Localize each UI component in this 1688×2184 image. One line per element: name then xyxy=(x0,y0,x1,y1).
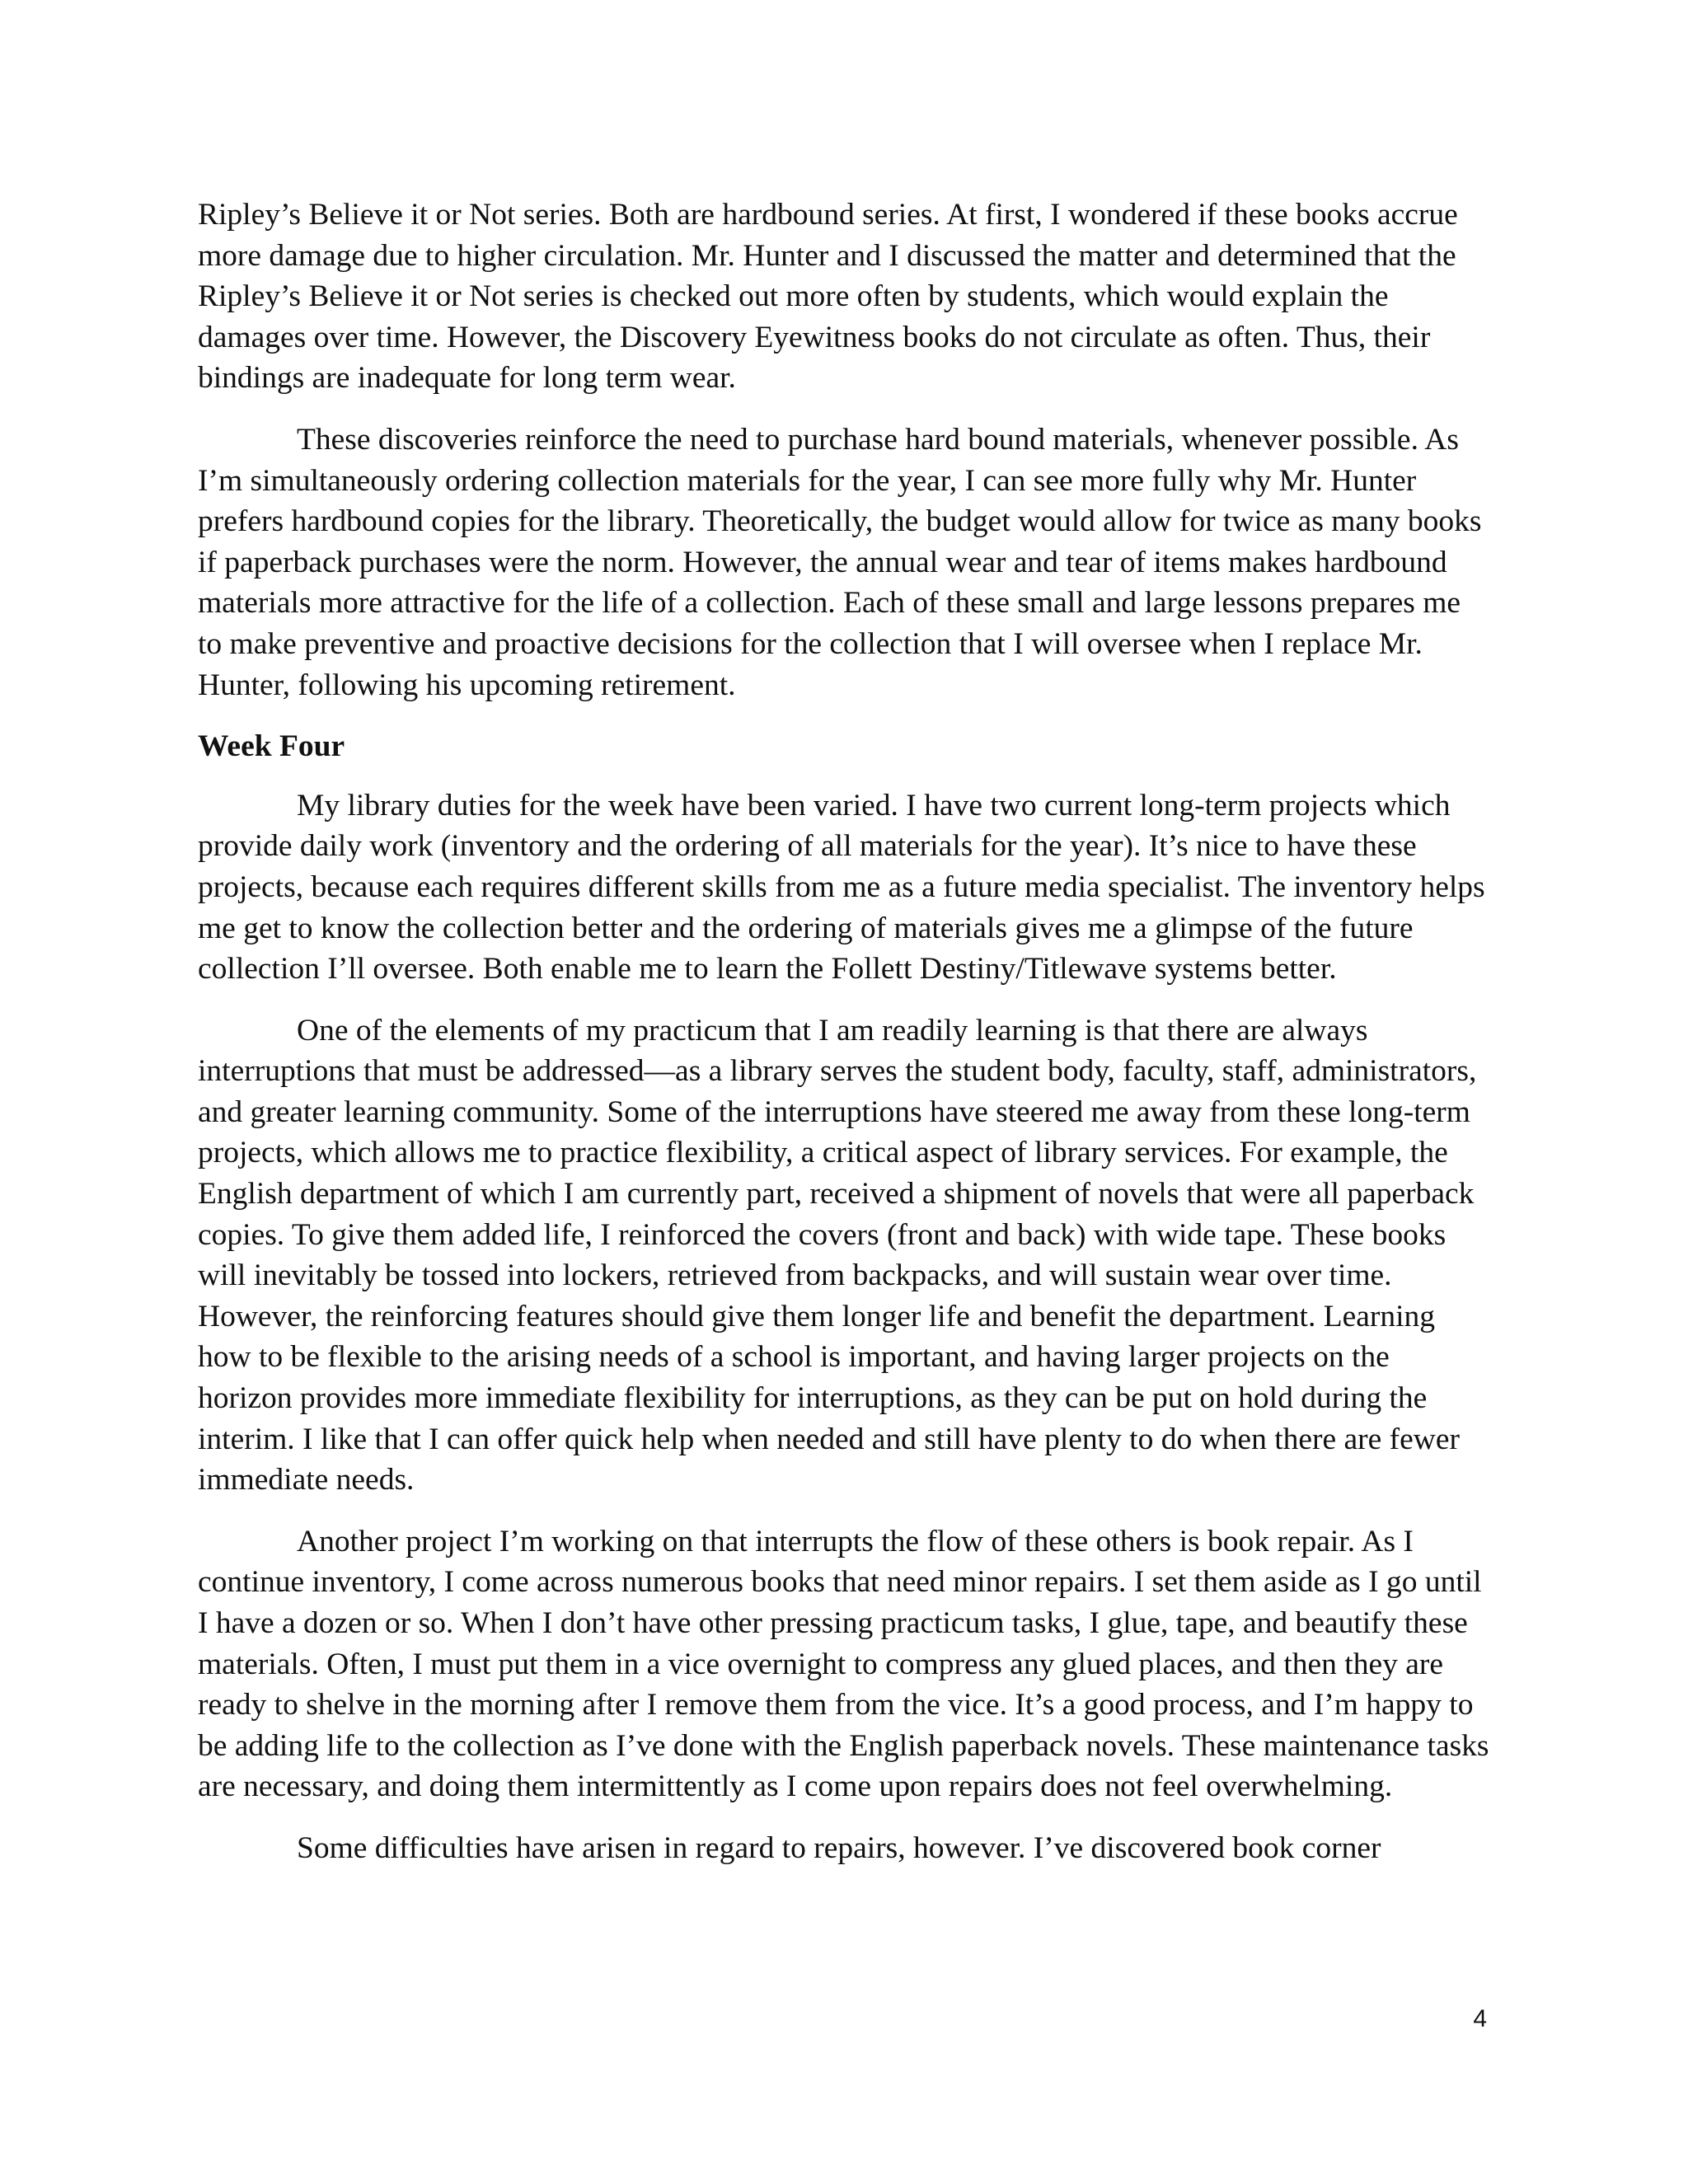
document-page xyxy=(198,194,1490,1890)
section-heading-week-four: Week Four xyxy=(198,729,345,764)
paragraph-interruptions: One of the elements of my practicum that I am readily learning is that there are always interruptions that must be addressed—as a library serves the student body, faculty, staff, administrators, and greater learning community. Some of the interruptions have steered me away from these long-term projects, which allows me to practice flexibility, a critical aspect of library services. For example, the English department of which I am currently part, received a shipment of novels that were all paperback copies. To give them added life, I reinforced the covers (front and back) with wide tape. These books will inevitably be tossed into lockers, retrieved from backpacks, and will sustain wear over time. However, the reinforcing features should give them longer life and benefit the department. Learning how to be flexible to the arising needs of a school is important, and having larger projects on the horizon provides more immediate flexibility for interruptions, as they can be put on hold during the interim. I like that I can offer quick help when needed and still have plenty to do when there are fewer immediate needs. xyxy=(198,1013,1477,1497)
paragraph-hardbound-discoveries: These discoveries reinforce the need to purchase hard bound materials, whenever possible. As I’m simultaneously ordering collection materials for the year, I can see more fully why Mr. Hunter prefers hardbound copies for the library. Theoretically, the budget would allow for twice as many books if paperback purchases were the norm. However, the annual wear and tear of items makes hardbound materials more attractive for the life of a collection. Each of these small and large lessons prepares me to make preventive and proactive decisions for the collection that I will oversee when I replace Mr. Hunter, following his upcoming retirement. xyxy=(198,422,1482,702)
paragraph-library-duties: My library duties for the week have been varied. I have two current long-term projects which provide daily work (inventory and the ordering of all materials for the year). It’s nice to have these projects, because each requires different skills from me as a future media specialist. The inventory helps me get to know the collection better and the ordering of materials gives me a glimpse of the future collection I’ll oversee. Both enable me to learn the Follett Destiny/Titlewave systems better. xyxy=(198,788,1485,987)
paragraph-continuation: Ripley’s Believe it or Not series. Both are hardbound series. At first, I wondered if these books accrue more damage due to higher circulation. Mr. Hunter and I discussed the matter and determined that the Ripley’s Believe it or Not series is checked out more often by students, which would explain the damages over time. However, the Discovery Eyewitness books do not circulate as often. Thus, their bindings are inadequate for long term wear. xyxy=(198,198,1458,396)
paragraph-book-repair: Another project I’m working on that interrupts the flow of these others is book repair. As I continue inventory, I come across numerous books that need minor repairs. I set them aside as I go until I have a dozen or so. When I don’t have other pressing practicum tasks, I glue, tape, and beautify these materials. Often, I must put them in a vice overnight to compress any glued places, and then they are ready to shelve in the morning after I remove them from the vice. It’s a good process, and I’m happy to be adding life to the collection as I’ve done with the English paperback novels. These maintenance tasks are necessary, and doing them intermittently as I come upon repairs does not feel overwhelming. xyxy=(198,1524,1489,1804)
paragraph-repair-difficulties: Some difficulties have arisen in regard to repairs, however. I’ve discovered book corner xyxy=(297,1830,1381,1865)
page-number: 4 xyxy=(1473,2005,1487,2032)
